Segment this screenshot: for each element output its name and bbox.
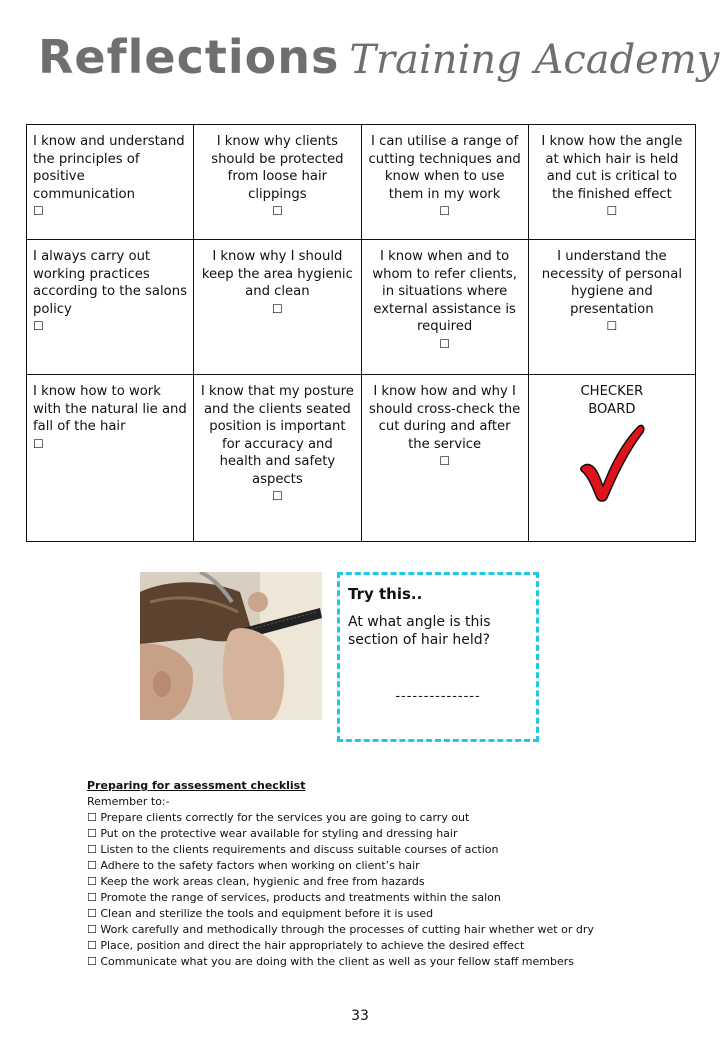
cell-text: I know and understand the principles of positive communication: [33, 134, 185, 202]
checklist-item[interactable]: ☐ Work carefully and methodically through the processes of cutting hair whether wet or dry: [87, 923, 594, 936]
grid-cell: [27, 125, 194, 240]
checklist-item[interactable]: ☐ Prepare clients correctly for the services you are going to carry out: [87, 811, 470, 824]
page-number: 33: [351, 1008, 369, 1024]
checklist-title: Preparing for assessment checklist: [87, 779, 306, 792]
cell-text: I know how the angle at which hair is held and cut is critical to the finished effect: [541, 134, 683, 202]
academy-title: Reflections: [38, 30, 340, 84]
checkbox-icon[interactable]: ☐: [606, 204, 618, 218]
competency-grid: [26, 124, 696, 542]
cell-text: I always carry out working practices according to the salons policy: [33, 249, 187, 317]
grid-cell: [194, 375, 361, 542]
checkbox-icon[interactable]: ☐: [439, 336, 450, 351]
haircut-illustration: [140, 572, 322, 720]
grid-row: [27, 375, 696, 542]
checkbox-icon[interactable]: ☐: [606, 319, 618, 333]
checklist-item[interactable]: ☐ Keep the work areas clean, hygienic and free from hazards: [87, 875, 425, 888]
checklist-item[interactable]: ☐ Listen to the clients requirements and discuss suitable courses of action: [87, 843, 499, 856]
cell-text: I can utilise a range of cutting techniques and know when to use them in my work: [368, 134, 521, 202]
checklist-item[interactable]: ☐ Clean and sterilize the tools and equipment before it is used: [87, 907, 434, 920]
checkbox-icon[interactable]: ☐: [271, 489, 283, 503]
cell-text: I know how and why I should cross-check the cut during and after the service: [368, 384, 521, 452]
checkbox-icon[interactable]: ☐: [271, 301, 283, 316]
checker-board-cell: [528, 375, 695, 542]
checkbox-icon[interactable]: ☐: [33, 204, 44, 218]
haircut-photo: [140, 572, 322, 720]
checklist-item[interactable]: ☐ Communicate what you are doing with the client as well as your fellow staff members: [87, 955, 574, 968]
checker-label-line1: CHECKER: [580, 384, 644, 399]
grid-cell: [361, 240, 528, 375]
try-this-box: [337, 572, 539, 742]
page-header: [38, 30, 719, 110]
cell-text: I understand the necessity of personal hygiene and presentation: [541, 249, 682, 317]
grid-cell: [194, 240, 361, 375]
academy-subtitle: Training Academy: [349, 37, 720, 83]
checkbox-icon[interactable]: ☐: [33, 436, 44, 451]
checklist-subtitle: Remember to:-: [87, 795, 170, 808]
checkbox-icon[interactable]: ☐: [33, 319, 44, 333]
cell-text: I know that my posture and the clients seated position is important for accuracy and health and safety aspects: [200, 384, 354, 487]
checkbox-icon[interactable]: ☐: [271, 204, 283, 218]
cell-text: I know why clients should be protected from loose hair clippings: [211, 134, 344, 202]
grid-cell: [27, 240, 194, 375]
checker-label-line2: BOARD: [588, 401, 636, 417]
checklist-item[interactable]: ☐ Adhere to the safety factors when working on client’s hair: [87, 859, 420, 872]
cell-text: I know how to work with the natural lie and fall of the hair: [33, 384, 187, 434]
red-checkmark-icon: [577, 422, 647, 504]
grid-cell: [361, 375, 528, 542]
grid-cell: [528, 125, 695, 240]
cell-text: I know when and to whom to refer clients, in situations where external assistance is required: [372, 249, 517, 334]
checkbox-icon[interactable]: ☐: [439, 454, 450, 468]
cell-text: I know why I should keep the area hygienic and clean: [201, 249, 353, 299]
grid-cell: [194, 125, 361, 240]
checklist-item[interactable]: ☐ Promote the range of services, products and treatments within the salon: [87, 891, 501, 904]
checklist-item[interactable]: ☐ Place, position and direct the hair appropriately to achieve the desired effect: [87, 939, 525, 952]
grid-cell: [27, 375, 194, 542]
checkbox-icon[interactable]: ☐: [439, 204, 450, 218]
grid-cell: [361, 125, 528, 240]
try-this-title: Try this..: [348, 585, 423, 603]
grid-row: [27, 240, 696, 375]
assessment-checklist: [87, 778, 697, 970]
try-this-question: At what angle is this section of hair held?: [348, 614, 491, 648]
answer-line[interactable]: ---------------: [395, 689, 481, 704]
grid-cell: [528, 240, 695, 375]
grid-row: [27, 125, 696, 240]
checklist-item[interactable]: ☐ Put on the protective wear available for styling and dressing hair: [87, 827, 458, 840]
